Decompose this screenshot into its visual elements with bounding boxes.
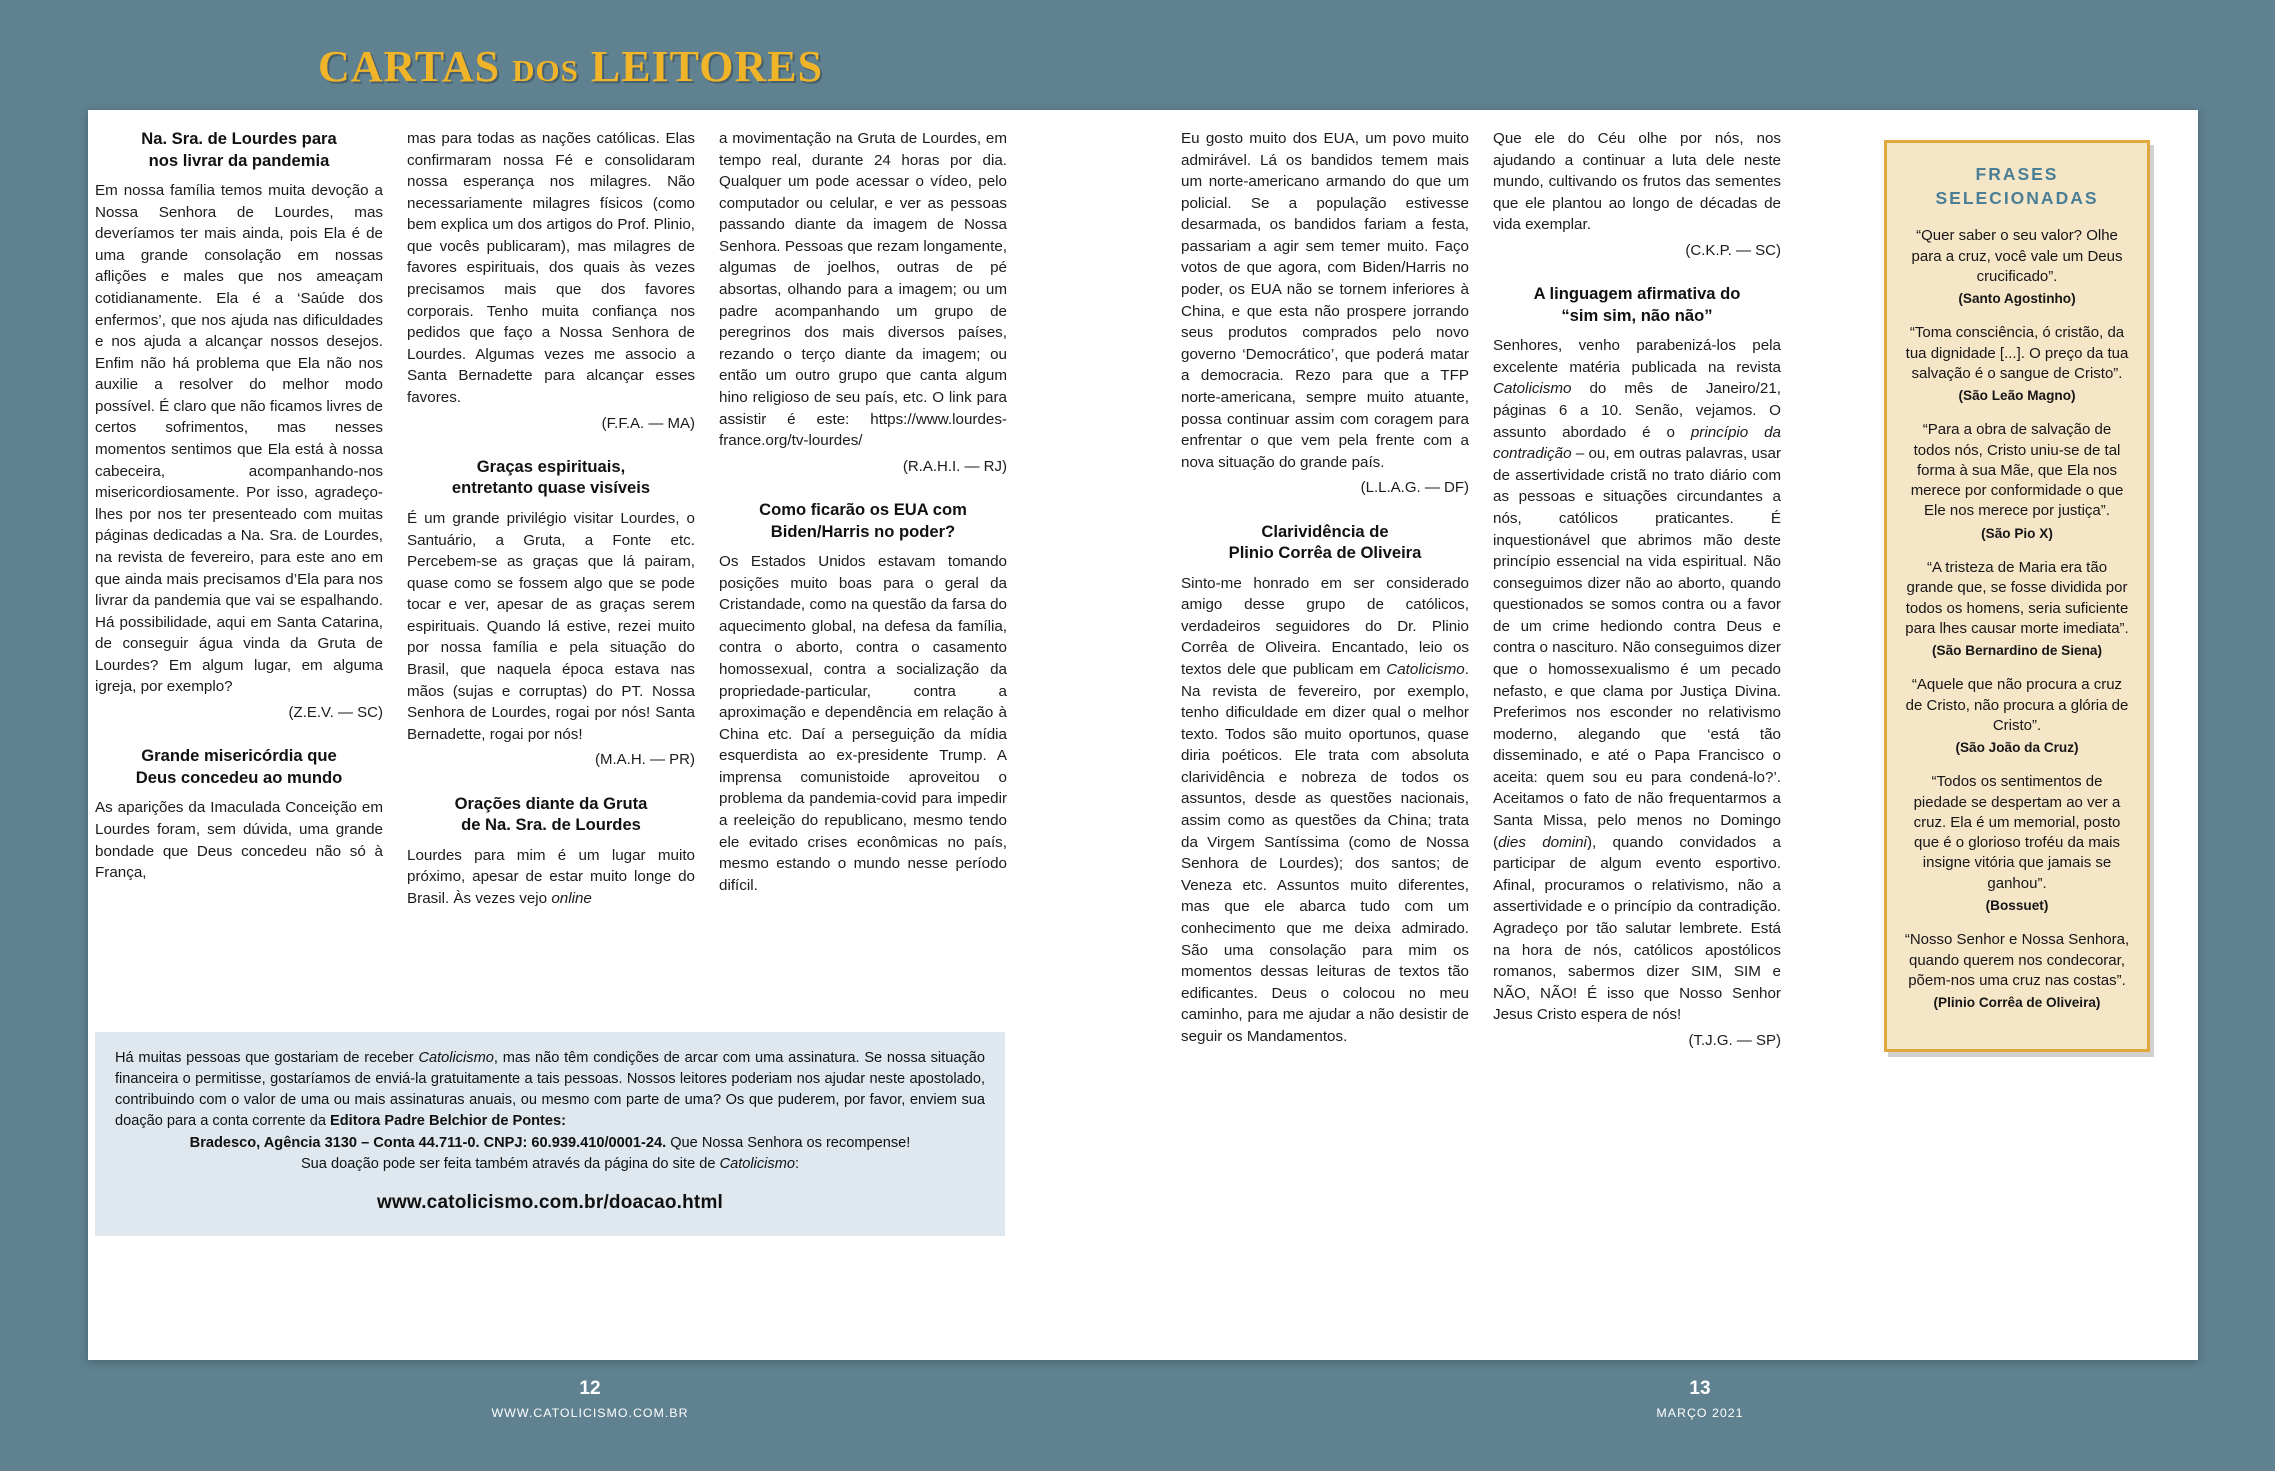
- article-title: [1493, 283, 1781, 326]
- article-body: [1181, 573, 1469, 1048]
- article-title: [95, 745, 383, 788]
- selected-quotes-box: [1884, 140, 2150, 1052]
- quote-text: “Quer saber o seu valor? Olhe para a cruz, você vale um Deus crucificado”.: [1911, 227, 2123, 285]
- column-4: [1181, 128, 1469, 1047]
- footer-right: [1570, 1378, 1830, 1420]
- quote-text: “A tristeza de Maria era tão grande que, se fosse dividida por todos os homens, seria suficiente para lhes causar morte imediata”.: [1905, 559, 2129, 637]
- article-title-line-2: Deus concedeu ao mundo: [135, 767, 343, 787]
- article-title: [719, 499, 1007, 542]
- article-title-line-1: Grande misericórdia que: [141, 746, 337, 766]
- quote-text: “Aquele que não procura a cruz de Cristo, não procura a glória de Cristo”.: [1905, 676, 2129, 734]
- article-body: As aparições da Imaculada Conceição em Lourdes foram, sem dúvida, uma grande bondade que Deus concedeu não só à França,: [95, 799, 383, 882]
- article-title-line-1: Clarividência de: [1261, 521, 1389, 541]
- article-body-emphasis: princípio da contradição: [1493, 423, 1781, 463]
- quote-author: (São Pio X): [1981, 525, 2053, 541]
- quote-item: [1903, 226, 2131, 308]
- letter-signature: (F.F.A. — MA): [601, 414, 695, 432]
- article-title: [407, 793, 695, 836]
- article-body-text: . Na revista de fevereiro, por exemplo, tenho dificuldade em dizer qual o melhor texto. Todos são muito oportunos, quase diria poéticos. Ele trata com absoluta clarividência e nobreza de todos os assuntos, desde as questões nacionais, assim como as questões da China; trata da Virgem Santíssima (como de Nossa Senhora de Lourdes); dos santos; de Veneza etc. Assuntos muito diferentes, mas que ele abarca tudo com um conhecimento que me deixa admirado. São uma consolação para mim os momentos dessas leituras de textos tão edificantes. Deus o colocou no meu caminho, para me ajudar a não desistir de seguir os Mandamentos.: [1181, 660, 1469, 1045]
- article-title-line-2: entretanto quase visíveis: [451, 478, 651, 498]
- donation-box: [95, 1032, 1005, 1236]
- article-title-line-1: A linguagem afirmativa do: [1533, 284, 1741, 304]
- quotes-title: [1903, 163, 2131, 210]
- article-body-emphasis: online: [551, 889, 592, 907]
- article-title: [1181, 521, 1469, 564]
- column-1: [95, 128, 383, 884]
- article-title-line-1: Na. Sra. de Lourdes para: [141, 129, 337, 148]
- quote-item: [1903, 675, 2131, 757]
- article-title: [95, 128, 383, 171]
- donation-text-part: Sua doação pode ser feita também através da página do site de: [300, 1155, 720, 1172]
- column-2: [407, 128, 695, 909]
- masthead-title: [318, 41, 823, 92]
- donation-site-line: [115, 1154, 985, 1175]
- article-body: [407, 845, 695, 910]
- article-title-line-2: Biden/Harris no poder?: [770, 521, 956, 541]
- quote-item: [1903, 558, 2131, 660]
- letter-signature: (M.A.H. — PR): [595, 751, 695, 769]
- footer-website: WWW.CATOLICISMO.COM.BR: [491, 1406, 689, 1420]
- article-body: Os Estados Unidos estavam tomando posições muito boas para o geral da Cristandade, como na questão da farsa do aquecimento global, na defesa da família, contra o aborto, contra o casamento homossexual, contra a socialização da propriedade-particular, contra a aproximação e dependência em relação à China etc. Daí a perseguição da mídia esquerdista ao ex-presidente Trump. A imprensa comunistoide aproveitou o problema da pandemia-covid para impedir a reeleição do republicano, mesmo tendo ele evitado crises econômicas no país, mesmo estando o mundo nesse período difícil.: [719, 553, 1007, 894]
- donation-text: [115, 1048, 985, 1133]
- footer-left: [460, 1378, 720, 1420]
- quote-author: (São Leão Magno): [1958, 388, 2076, 404]
- footer-issue-date: MARÇO 2021: [1656, 1406, 1744, 1420]
- donation-bank-account: Bradesco, Agência 3130 – Conta 44.711-0. CNPJ: 60.939.410/0001-24.: [189, 1134, 667, 1151]
- column-3: [719, 128, 1007, 896]
- article-body: É um grande privilégio visitar Lourdes, o Santuário, a Gruta, a Fonte etc. Percebem-se as graças que lá pairam, quase como se fossem algo que se pode tocar e ver, apesar de as graças serem espirituais. Quando lá estive, rezei muito por nossa família e pela situação do Brasil, que naquela época estava nas mãos (sujas e corruptas) do PT. Nossa Senhora de Lourdes, rogai por nós! Santa Bernadette, rogai por nós!: [407, 509, 695, 743]
- article-body-text: – ou, em outras palavras, usar de assertividade cristã no trato diário com as pessoas e situações circundantes a nós, católicos praticantes. É inquestionável que abrimos mão deste princípio essencial na vida espiritual. Não conseguimos dizer não ao aborto, quando questionados se somos contra ou a favor de um crime hediondo contra Deus e contra o nascituro. Não conseguimos dizer que o homossexualismo é um pecado nefasto, e que clama por Justiça Divina. Preferimos nos esconder no relativismo moderno, alegando que ‘está tão disseminado, e até o Papa Francisco o aceita: quem sou eu para condená-lo?’. Aceitamos o fato de não frequentarmos a Santa Missa, pelo menos no Domingo (: [1493, 445, 1781, 851]
- article-body-text: ), quando convidados a participar de algum evento esportivo. Afinal, procuramos o relativismo, não a assertividade e o princípio da contradição. Agradeço por tão salutar lembrete. Está na hora de nós, católicos apostólicos romanos, sabermos dizer SIM, SIM e NÃO, NÃO! É isso que Nosso Senhor Jesus Cristo espera de nós!: [1493, 833, 1781, 1024]
- donation-text-part: :: [795, 1155, 800, 1172]
- donation-url[interactable]: www.catolicismo.com.br/doacao.html: [376, 1191, 724, 1213]
- article-title-line-2: nos livrar da pandemia: [148, 150, 330, 170]
- page-number-right: 13: [1689, 1378, 1711, 1399]
- masthead-word-3: LEITORES: [590, 41, 824, 91]
- page-number-left: 12: [579, 1378, 601, 1399]
- masthead-word-1: CARTAS: [318, 41, 501, 91]
- article-body-text: Sinto-me honrado em ser considerado amigo desse grupo de católicos, verdadeiros seguidores do Dr. Plinio Corrêa de Oliveira. Encantado, leio os textos dele que publicam em: [1181, 574, 1469, 678]
- quote-author: (São João da Cruz): [1955, 740, 2079, 756]
- quote-author: (Santo Agostinho): [1958, 291, 2076, 306]
- letter-signature: (R.A.H.I. — RJ): [902, 457, 1007, 475]
- donation-bank-line: [115, 1133, 985, 1154]
- letter-signature: (Z.E.V. — SC): [288, 704, 383, 721]
- article-title-line-1: Graças espirituais,: [476, 456, 626, 476]
- article-title-line-2: “sim sim, não não”: [1561, 305, 1713, 325]
- article-body-emphasis: dies domini: [1498, 833, 1587, 851]
- donation-publisher: Editora Padre Belchior de Pontes:: [330, 1113, 567, 1130]
- article-body-text: do mês de Janeiro/21, páginas 6 a 10. Senão, vejamos. O assunto abordado é o: [1493, 380, 1781, 441]
- article-title-line-1: Orações diante da Gruta: [454, 793, 648, 813]
- quote-item: [1903, 772, 2131, 915]
- quote-text: “Para a obra de salvação de todos nós, Cristo uniu-se de tal forma à sua Mãe, que Ela nos merece por conformidade o que Ele nos merece por justiça”.: [1910, 421, 2124, 520]
- article-body-emphasis: Catolicismo: [1493, 380, 1572, 398]
- masthead: [318, 38, 878, 94]
- article-body-text: Lourdes para mim é um lugar muito próximo, apesar de estar muito longe do Brasil. Às vezes vejo: [407, 846, 695, 907]
- quote-text: “Toma consciência, ó cristão, da tua dignidade [...]. O preço da tua salvação é o sangue de Cristo”.: [1905, 324, 2129, 382]
- article-body-continuation: Eu gosto muito dos EUA, um povo muito admirável. Lá os bandidos temem mais um norte-americano armando do que um policial. Se a população estivesse desarmada, os bandidos fariam a festa, passariam a agir sem temer muito. Faço votos de que agora, com Biden/Harris no poder, os EUA não se tornem inferiores à China, e que esta não prospere jorrando seus produtos comprados pelo novo governo ‘Democrático’, que poderá matar a democracia. Rezo para que a TFP norte-americana, sempre muito atuante, possa continuar assim com coragem para enfrentar o que vem pela frente com a nova situação do grande país.: [1181, 130, 1469, 471]
- quote-author: (Bossuet): [1985, 897, 2049, 913]
- article-body: Em nossa família temos muita devoção a Nossa Senhora de Lourdes, mas deveríamos ter mais ainda, pois Ela é de uma grande consolação em nossas aflições e males que nos ameaçam cotidianamente. Ela é a ‘Saúde dos enfermos’, que nos ajuda nas dificuldades e nos ajuda a alcançar nossos desejos. Enfim não há problema que Ela não nos auxilie a resolver do melhor modo possível. É claro que não ficamos livres de certos sofrimentos, mas nesses momentos sentimos que Ela está à nossa cabeceira, acompanhando-nos misericordiosamente. Por isso, agradeço-lhes por nos ter presenteado com muitas páginas dedicadas a Na. Sra. de Lourdes, na revista de fevereiro, para este ano em que ainda mais precisamos d’Ela para nos livrar da pandemia que vai se espalhando. Há possibilidade, aqui em Santa Catarina, de conseguir água vinda da Gruta de Lourdes? Em algum lugar, em alguma igreja, por exemplo?: [95, 182, 383, 696]
- donation-magazine-name: Catolicismo: [719, 1155, 795, 1172]
- donation-bank-tail: Que Nossa Senhora os recompense!: [666, 1134, 911, 1151]
- article-title-line-2: Plinio Corrêa de Oliveira: [1228, 543, 1422, 563]
- quotes-title-line-2: SELECIONADAS: [1935, 187, 2099, 208]
- letter-signature: (C.K.P. — SC): [1685, 241, 1781, 259]
- quote-author: (São Bernardino de Siena): [1932, 643, 2102, 659]
- article-title: [407, 456, 695, 499]
- article-body-continuation: a movimentação na Gruta de Lourdes, em tempo real, durante 24 horas por dia. Qualquer um pode acessar o vídeo, pelo computador ou celular, e ver as pessoas passando diante da imagem de Nossa Senhora. Pessoas que rezam longamente, algumas de joelhos, outras de pé absortas, olhando para a imagem; ou um padre acompanhando um grupo de peregrinos dos mais diversos países, rezando o terço diante da imagem; ou então um outro grupo que canta algum hino religioso de seu país, etc. O link para assistir é este: https://www.lourdes-france.org/tv-lourdes/: [719, 130, 1007, 450]
- article-body-continuation: mas para todas as nações católicas. Elas confirmaram nossa Fé e consolidaram nossa esperança nos milagres. Não necessariamente milagres físicos (como bem explica um dos artigos do Prof. Plinio, que vocês publicaram), mas milagres de favores espirituais, dos quais às vezes precisamos mais que dos favores corporais. Tenho muita confiança nos pedidos que faço a Nossa Senhora de Lourdes. Algumas vezes me associo a Santa Bernadette para alcançar esses favores.: [407, 130, 695, 406]
- letter-signature: (L.L.A.G. — DF): [1360, 479, 1469, 497]
- article-body-continuation: Que ele do Céu olhe por nós, nos ajudando a continuar a luta dele neste mundo, cultivando os frutos das sementes que ele plantou ao longo de décadas de vida exemplar.: [1493, 130, 1781, 234]
- article-title-line-2: de Na. Sra. de Lourdes: [461, 815, 641, 835]
- quote-author: (Plinio Corrêa de Oliveira): [1933, 995, 2101, 1011]
- quote-text: “Nosso Senhor e Nossa Senhora, quando querem nos condecorar, põem-nos uma cruz nas costas”.: [1904, 931, 2130, 989]
- donation-text-part: , mas não têm condições de arcar com uma assinatura. Se nossa situação financeira o permitisse, gostaríamos de enviá-la gratuitamente a tais pessoas. Nossos leitores poderiam nos ajudar neste apostolado, contribuindo com o valor de uma ou mais assinaturas anuais, ou mesmo com parte de uma? Os que puderem, por favor, enviem sua doação para a conta corrente da: [115, 1050, 985, 1130]
- masthead-word-2: DOS: [512, 52, 579, 88]
- quote-text: “Todos os sentimentos de piedade se despertam ao ver a cruz. Ela é um memorial, posto que é o glorioso troféu da mais insigne vitória que jamais se ganhou”.: [1913, 773, 2121, 892]
- article-title-line-1: Como ficarão os EUA com: [759, 499, 967, 519]
- donation-text-part: Há muitas pessoas que gostariam de receber: [115, 1050, 419, 1066]
- column-5: [1493, 128, 1781, 1053]
- quote-item: [1903, 930, 2131, 1012]
- quote-item: [1903, 323, 2131, 405]
- quotes-title-line-1: FRASES: [1975, 164, 2059, 184]
- article-body: [1493, 335, 1781, 1026]
- article-body-emphasis: Catolicismo: [1386, 660, 1465, 678]
- article-body-text: Senhores, venho parabenizá-los pela excelente matéria publicada na revista: [1493, 337, 1781, 376]
- quote-item: [1903, 420, 2131, 543]
- donation-magazine-name: Catolicismo: [418, 1050, 494, 1066]
- letter-signature: (T.J.G. — SP): [1688, 1031, 1781, 1049]
